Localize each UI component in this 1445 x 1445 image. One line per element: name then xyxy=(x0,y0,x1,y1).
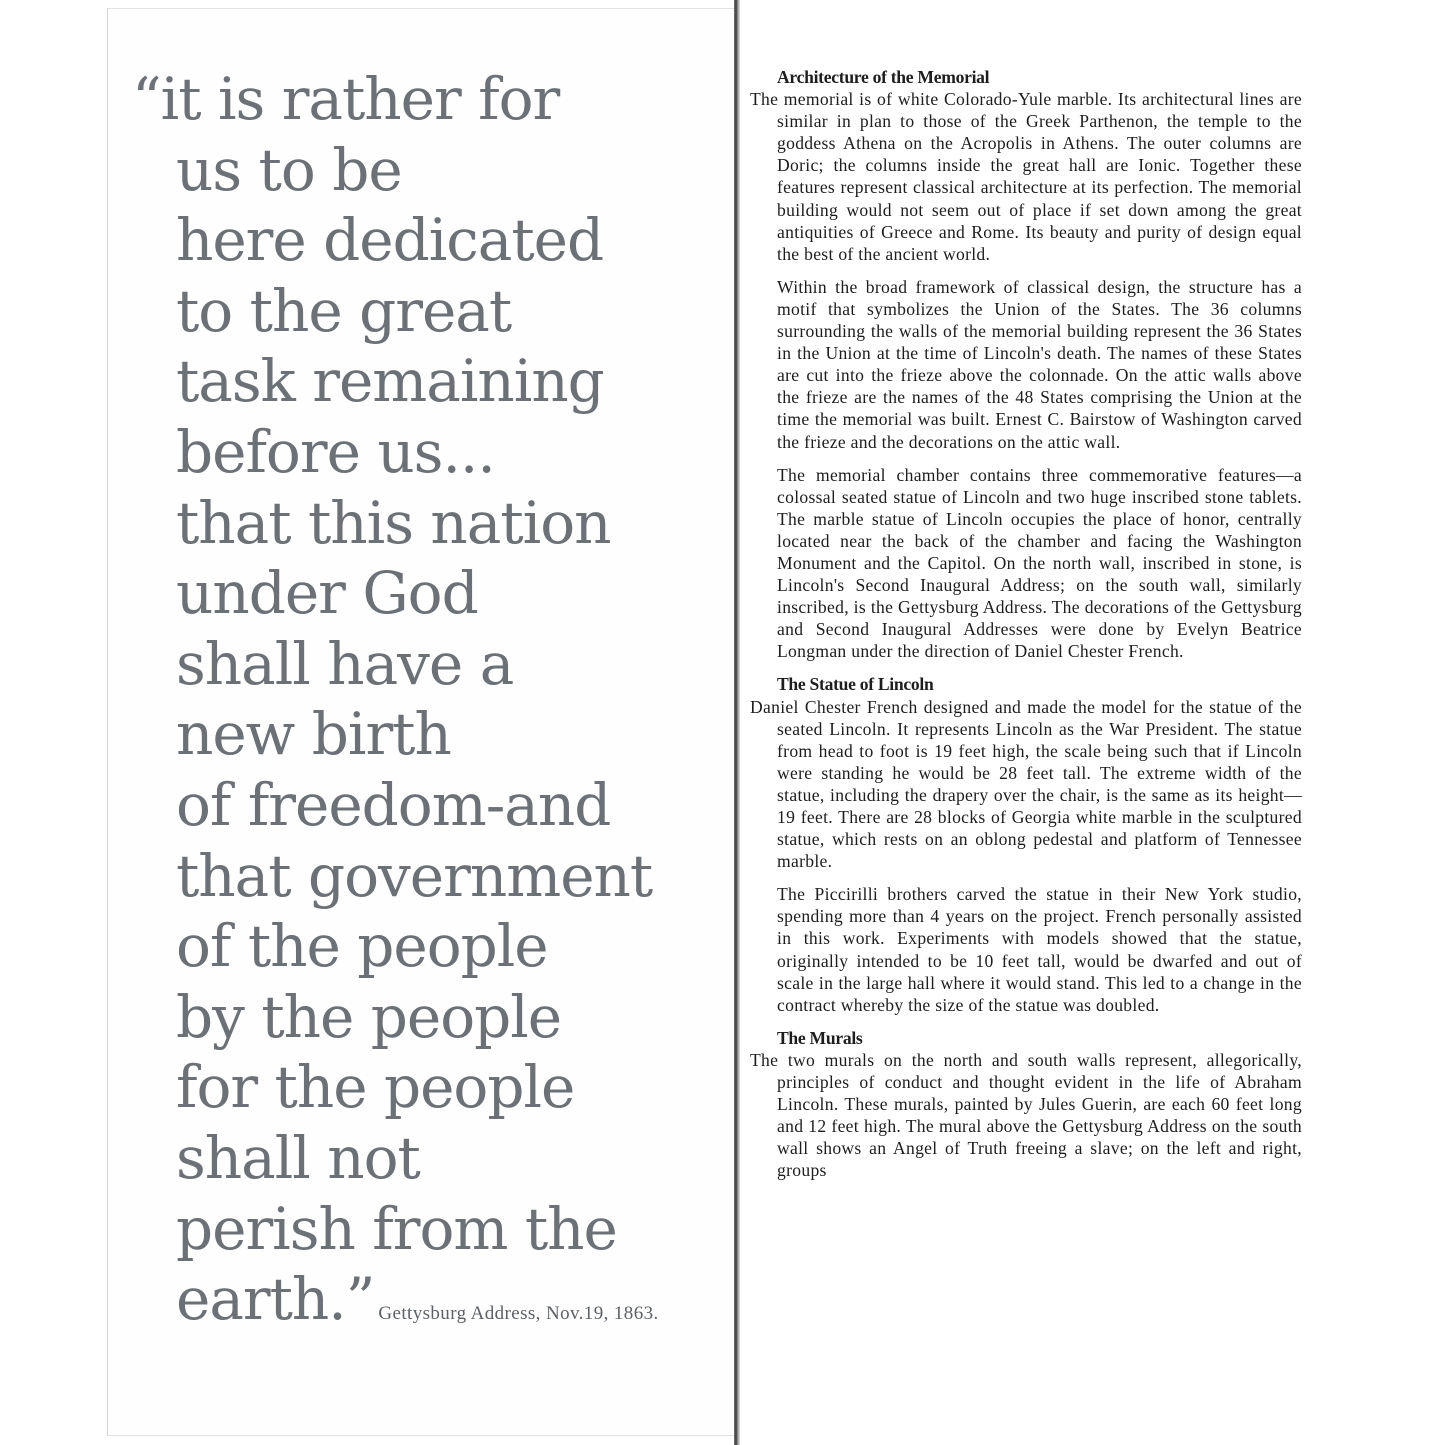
quote-line: shall have a xyxy=(176,629,514,698)
paragraph: The two murals on the north and south walls represent, allegorically, principles of conduct and thought evident in the life of Abraham Lincoln. These murals, painted by Jules Guerin, are each 60 feet long and 12 feet high. The mural above the Gettysburg Address on the south wall shows an Angel of Truth freeing a slave; on the left and right, groups xyxy=(750,1049,1302,1181)
quote-line: for the people xyxy=(176,1053,575,1122)
quote-line: that this nation xyxy=(176,488,611,557)
quote-attribution: Gettysburg Address, Nov.19, 1863. xyxy=(378,1303,659,1325)
quote-line: by the people xyxy=(176,982,562,1051)
quote-line: task remaining xyxy=(176,347,604,416)
section-heading-statue: The Statue of Lincoln xyxy=(777,674,934,695)
quote-line: under God xyxy=(176,559,478,628)
quote-line: of the people xyxy=(176,912,548,981)
quote-line: earth.” xyxy=(176,1265,375,1334)
quote-line: before us... xyxy=(176,417,495,486)
paragraph: Daniel Chester French designed and made the model for the statue of the seated Lincoln. It represents Lincoln as the War President. The statue from head to foot is 19 feet high, the scale being such that if Lincoln were standing he would be 28 feet tall. The extreme width of the statue, including the drapery over the chair, is the same as its height—19 feet. There are 28 blocks of Georgia white marble in the sculptured statue, which rests on an oblong pedestal and platform of Tennessee marble. xyxy=(750,696,1302,872)
paragraph: Within the broad framework of classical design, the structure has a motif that symbolizes the Union of the States. The 36 columns surrounding the walls of the memorial building represent the 36 States in the Union at the time of Lincoln's death. The names of these States are cut into the frieze above the colonnade. On the attic walls above the frieze are the names of the 48 States comprising the Union at the time the memorial was built. Ernest C. Bairstow of Washington carved the frieze and the decorations on the attic wall. xyxy=(777,276,1302,452)
gettysburg-quote xyxy=(132,64,732,1350)
quote-page xyxy=(107,8,734,1436)
quote-line: that government xyxy=(176,841,653,910)
quote-line: new birth xyxy=(176,700,451,769)
paragraph: The memorial chamber contains three commemorative features—a colossal seated statue of Lincoln and two huge inscribed stone tablets. The marble statue of Lincoln occupies the place of honor, centrally located near the back of the chamber and facing the Washington Monument and the Capitol. On the north wall, inscribed in stone, is Lincoln's Second Inaugural Address; on the south wall, similarly inscribed, is the Gettysburg Address. The decorations of the Gettysburg and Second Inaugural Addresses were done by Evelyn Beatrice Longman under the direction of Daniel Chester French. xyxy=(777,464,1302,662)
text-column xyxy=(750,66,1302,1182)
text-page xyxy=(740,0,1445,1445)
paragraph: The Piccirilli brothers carved the statue in their New York studio, spending more than 4 years on the project. French personally assisted in this work. Experiments with models showed that the statue, originally intended to be 10 feet tall, would be dwarfed and out of scale in the large hall where it would stand. This led to a change in the contract whereby the size of the statue was doubled. xyxy=(777,884,1302,1015)
quote-line: of freedom-and xyxy=(176,770,611,839)
quote-line: here dedicated xyxy=(176,206,604,275)
quote-last-line xyxy=(132,1264,732,1350)
quote-line: us to be xyxy=(176,135,402,204)
quote-line: to the great xyxy=(176,276,512,345)
quote-line: perish from the xyxy=(176,1194,617,1263)
section-heading-architecture: Architecture of the Memorial xyxy=(777,67,990,87)
quote-line: shall not xyxy=(176,1123,420,1192)
section-heading-murals: The Murals xyxy=(777,1027,863,1048)
paragraph: The memorial is of white Colorado-Yule marble. Its architectural lines are similar in plan to those of the Greek Parthenon, the temple to the goddess Athena on the Acropolis in Athens. The outer columns are Doric; the columns inside the great hall are Ionic. Together these features represent classical architecture at its perfection. The memorial building would not seem out of place if set down among the great antiquities of Greece and Rome. Its beauty and purity of design equal the best of the ancient world. xyxy=(750,89,1302,264)
quote-line: “it is rather for xyxy=(132,65,560,133)
